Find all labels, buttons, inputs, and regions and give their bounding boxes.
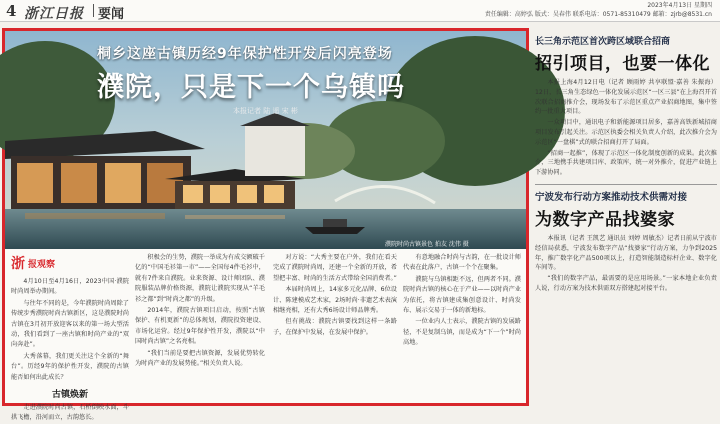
photo-caption: 濮院时尚古镇景色 拍友 沈伟 摄 (385, 241, 469, 248)
paragraph: 但有挑战：濮院古镇要找到这样一条路子，在保护中发展，在发展中保护。 (273, 318, 397, 336)
lead-column-4 (403, 253, 521, 403)
paragraph: 与往年不同的是，今年濮院时尚周除了传统步秀濮院时尚古镇新区，这是濮院时尚古镇在3月初开放迎客以来的第一场大型活动，我们看到了一座古镇和时尚产业的“双向奔赴”。 (11, 299, 129, 349)
masthead (0, 0, 720, 22)
story2-body (535, 234, 717, 294)
editors-line: 责任编辑：高婷弘 版式：吴春伟 联系电话：0571-85310479 邮箱：zjrb@8531.cn (484, 11, 712, 18)
lead-byline: 本报记者 陆 遥 宋 彬 (233, 107, 298, 115)
lead-column-2 (135, 253, 265, 403)
paragraph: “招商一起推”，体现了示范区一体化制度创新的成果。此次推介，三地携手共建项目库、政策库，统一对外推介，促进产业链上下游协同。 (535, 149, 717, 177)
paragraph: “我们当前是要把古镇资源，发展优势转化为时尚产业的发展势能。”相关负责人说。 (135, 349, 265, 368)
paragraph: 对方说：“大秀主要在户外，我们在看天完成了濮院时尚周，还建一个全新的开放，希望把丰富、时尚的生活方式带给全国消费者。” (273, 254, 397, 282)
paragraph: 濮院与乌镇相距不远，但两者不同。濮院时尚古镇的核心在于产业——以时尚产业为依托，将古镇建成集创意设计、时尚发布、展示交易于一体的新地标。 (403, 275, 521, 315)
section-name: 要闻 (98, 7, 125, 22)
story-divider (535, 184, 717, 185)
lead-subtitle: 桐乡这座古镇历经9年保护性开发后闪亮登场 (97, 46, 393, 62)
story1-kicker: 长三角示范区首次跨区域联合招商 (535, 37, 671, 47)
paragraph: 一位业内人士表示，濮院古镇的发展路径，不是复制乌镇，而是成为“下一个”时尚高地。 (403, 318, 521, 347)
section-heading: 古镇焕新 (51, 390, 88, 401)
paragraph: 2014年，濮院古镇项目启动，按照“古镇保护、有机更新”的总体规划，濮院投资建设、市场化运营。经过9年保护性开发，濮院以“中国时尚古镇”之名亮相。 (135, 307, 265, 346)
story1-body (535, 78, 717, 178)
tag-label: 报观察 (28, 259, 56, 270)
right-column (535, 28, 717, 405)
paragraph: 大秀落幕，我们更关注这个全新的“舞台”。历经9年的保护性开发，濮院的古镇能否如何出此成长？ (11, 352, 129, 381)
observation-tag (11, 253, 129, 273)
paragraph: 4月10日至4月16日，2023中国·濮院时尚周举办期间。 (11, 278, 129, 296)
tag-zhe: 浙 (11, 256, 25, 272)
paragraph: 本届时尚周上，14家多元化品牌、6位设计、陈建模成艺术家，2场时尚·非遗艺术表演相继亮相，还有大秀6场设计师品牌秀。 (273, 286, 397, 315)
masthead-divider (93, 4, 94, 17)
paragraph: 本报讯（记者 王凯艺 通讯员 刘婷 周敏杰）记者日前从宁波市经信局获悉，宁波发布数字产品“找婆家”行动方案，力争到2025年，推广数字化产品500项以上，打造智能制造标杆企业、数字化车间等。 (535, 234, 717, 272)
masthead-info (485, 1, 712, 19)
hero-photo (5, 31, 526, 249)
date-line: 2023年4月13日 星期四 (647, 2, 712, 9)
story2-title[interactable]: 为数字产品找婆家 (535, 209, 675, 230)
story1-title[interactable]: 招引项目，也要一体化 (535, 54, 710, 74)
lead-story[interactable] (2, 28, 529, 422)
hero-image (5, 31, 526, 249)
page-number: 4 (6, 2, 17, 20)
paper-name: 浙江日报 (24, 6, 84, 22)
story2-kicker: 宁波发布行动方案推动技术供需对接 (535, 191, 688, 203)
lead-column-1 (11, 253, 129, 422)
paragraph: 积极会的生势，濮院一举成为有成交额破千亿的“中国毛衫第一市”——全国每4件毛衫中，就有7件来自濮院。业来资源、设计师团队、濮院服装品牌价格资源，濮院让濮院实现从“羊毛衫之都”到“时尚之都”的升级。 (135, 254, 265, 303)
paragraph: 本报上海4月12日电（记者 顾雨婷 共享联盟·嘉善 朱振海）12日，长三角生态绿色一体化发展示范区“一区三县”在上海召开首次联合招商推介会，现场发布了示范区重点产业招商地图，集中签约一批重大项目。 (535, 79, 717, 116)
paragraph: 一众项目中，通讯电子和新能源项目居多，嘉善高铁新城招商项目发布引起关注。示范区执委会相关负责人介绍，此次推介会为示范区“一盘棋”式的联合招商打开了局面。 (535, 119, 717, 146)
paragraph: 走进濮院时尚古镇，石桥倒映水面，斗拱飞檐，沿河而立，古韵悠长。 (11, 404, 129, 422)
lead-column-3 (273, 253, 397, 403)
paragraph: 有意地融合时尚与古韵，在一批设计师代表在此落户，古镇一个个在聚集。 (403, 254, 521, 272)
paragraph: “我们的数字产品，最需要的是应用场景。”一家本地企业负责人说，行动方案为技术供需双方搭建起对接平台。 (535, 275, 717, 292)
lead-title[interactable]: 濮院，只是下一个乌镇吗 (97, 72, 405, 103)
